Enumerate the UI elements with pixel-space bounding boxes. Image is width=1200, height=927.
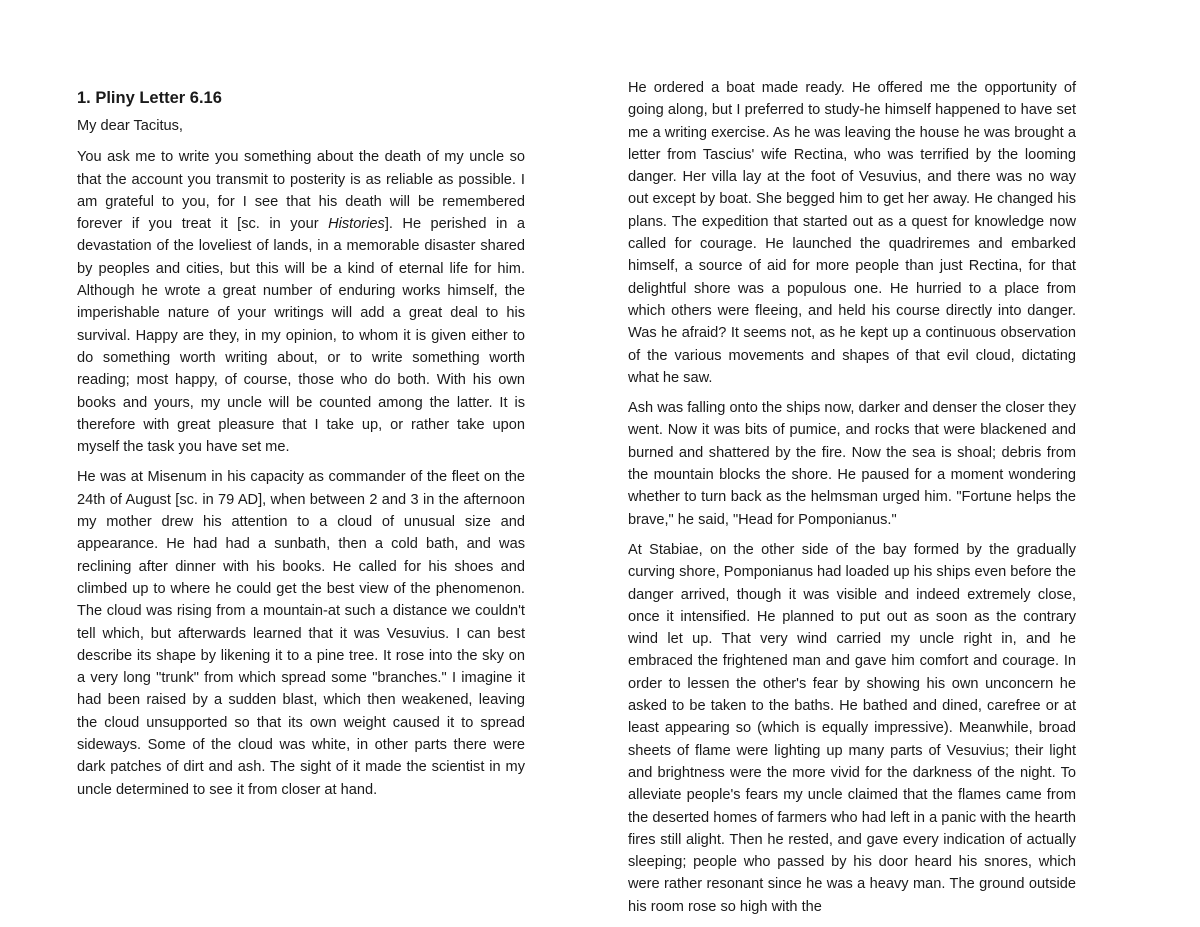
section-heading: 1. Pliny Letter 6.16 bbox=[77, 89, 222, 107]
salutation: My dear Tacitus, bbox=[77, 118, 183, 134]
right-column bbox=[628, 77, 1076, 926]
histories-italic: Histories bbox=[328, 216, 385, 233]
paragraph-2: He was at Misenum in his capacity as commander of the fleet on the 24th of August [sc. in 79 AD], when between 2 and 3 in the afternoon my mother drew his attention to a cloud of unusual size and appearance. He had had a sunbath, then a cold bath, and was reclining after dinner with his books. He called for his shoes and climbed up to where he could get the best view of the phenomenon. The cloud was rising from a mountain-at such a distance we couldn't tell which, but afterwards learned that it was Vesuvius. I can best describe its shape by likening it to a pine tree. It rose into the sky on a very long "trunk" from which spread some "branches." I imagine it had been raised by a sudden blast, which then weakened, leaving the cloud unsupported so that its own weight caused it to spread sideways. Some of the cloud was white, in other parts there were dark patches of dirt and ash. The sight of it made the scientist in my uncle determined to see it from closer at hand. bbox=[77, 469, 525, 798]
paragraph-5: At Stabiae, on the other side of the bay formed by the gradually curving shore, Pomponianus had loaded up his ships even before the danger arrived, though it was visible and indeed extremely close, once it intensified. He planned to put out as soon as the contrary wind let up. That very wind carried my uncle right in, and he embraced the frightened man and gave him comfort and courage. In order to lessen the other's fear by showing his own unconcern he asked to be taken to the baths. He bathed and dined, carefree or at least appearing so (which is equally impressive). Meanwhile, broad sheets of flame were lighting up many parts of Vesuvius; their light and brightness were the more vivid for the darkness of the night. To alleviate people's fears my uncle claimed that the flames came from the deserted homes of farmers who had left in a panic with the hearth fires still alight. Then he rested, and gave every indication of actually sleeping; people who passed by his door heard his snores, which were rather resonant since he was a heavy man. The ground outside his room rose so high with the bbox=[628, 541, 1076, 915]
paragraph-4: Ash was falling onto the ships now, darker and denser the closer they went. Now it was bits of pumice, and rocks that were blackened and burned and shattered by the fire. Now the sea is shoal; debris from the mountain blocks the shore. He paused for a moment wondering whether to turn back as the helmsman urged him. "Fortune helps the brave," he said, "Head for Pomponianus." bbox=[628, 400, 1076, 528]
paragraph-1-part-a: You ask me to write you something about the death of my uncle so that the account you transmit to posterity is as reliable as possible. I am grateful to you, for I see that his death will be remembered forever if you treat it [sc. in your bbox=[77, 149, 525, 233]
left-column bbox=[77, 87, 525, 809]
paragraph-3: He ordered a boat made ready. He offered me the opportunity of going along, but I preferred to study-he himself happened to have set me a writing exercise. As he was leaving the house he was brought a letter from Tascius' wife Rectina, who was terrified by the looming danger. Her villa lay at the foot of Vesuvius, and there was no way out except by boat. She begged him to get her away. He changed his plans. The expedition that started out as a quest for knowledge now called for courage. He launched the quadriremes and embarked himself, a source of aid for more people than just Rectina, for that delightful shore was a populous one. He hurried to a place from which others were fleeing, and held his course directly into danger. Was he afraid? It seems not, as he kept up a continuous observation of the various movements and shapes of that evil cloud, dictating what he saw. bbox=[628, 80, 1076, 386]
paragraph-1-part-b: ]. He perished in a devastation of the loveliest of lands, in a memorable disaster shared by peoples and cities, but this will be a kind of eternal life for him. Although he wrote a great number of enduring works himself, the imperishable nature of your writings will add a great deal to his survival. Happy are they, in my opinion, to whom it is given either to do something worth writing about, or to write something worth reading; most happy, of course, those who do both. With his own books and yours, my uncle will be counted among the latter. It is therefore with great pleasure that I take up, or rather take upon myself the task you have set me. bbox=[77, 216, 525, 456]
paragraph-1 bbox=[77, 146, 525, 458]
